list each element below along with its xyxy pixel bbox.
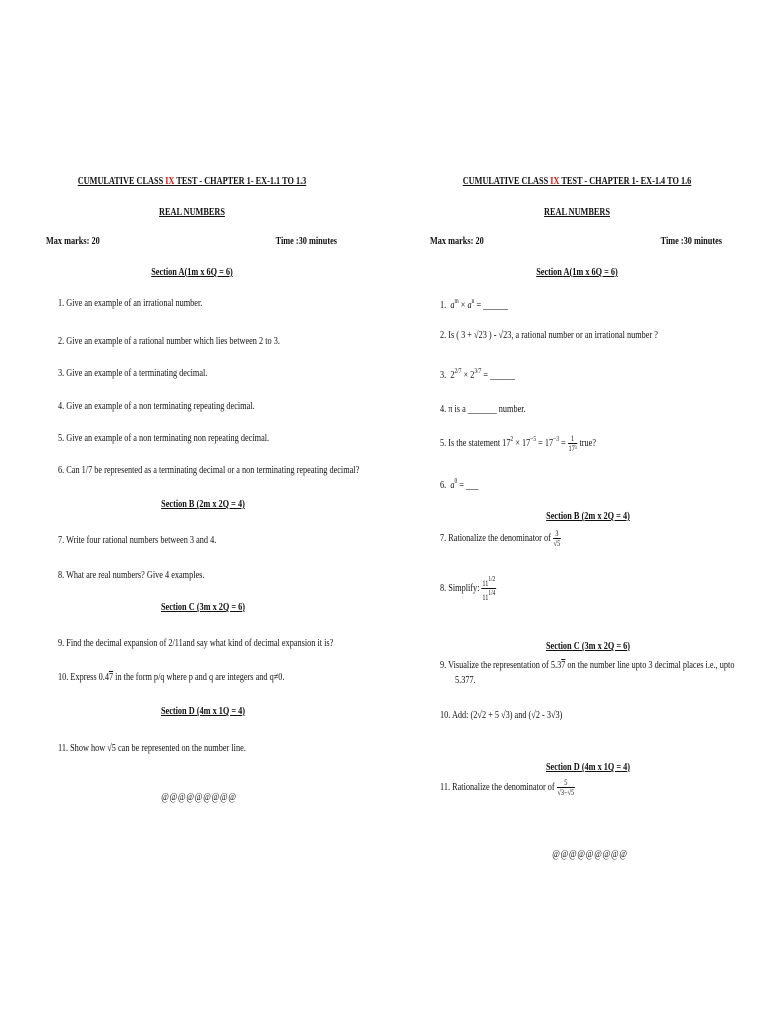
fraction: $\frac{3}{√5}$ — [553, 529, 561, 548]
left-max-marks: Max marks: 20 — [46, 236, 100, 247]
right-question-4: 4. π is a _______ number. — [440, 404, 526, 415]
left-time: Time :30 minutes — [275, 236, 337, 247]
left-section-b-heading: Section B (2m x 2Q = 4) — [161, 499, 245, 510]
right-section-a-heading: Section A(1m x 6Q = 6) — [536, 267, 618, 278]
right-question-9: 9. Visualize the representation of 5.37 on the number line upto 3 decimal places i.e., upto — [440, 660, 735, 671]
right-question-8: 8. Simplify: $\frac{11^{1/2}}{11^{1/4}}$ — [440, 575, 496, 602]
right-question-2: 2. Is ( 3 + √23 ) - √23, a rational number or an irrational number ? — [440, 330, 658, 341]
left-question-1: 1. Give an example of an irrational number. — [58, 298, 203, 309]
right-question-11: 11. Rationalize the denominator of $\frac{5}{√3-√5}$ — [440, 778, 575, 797]
left-question-9: 9. Find the decimal expansion of 2/11and say what kind of decimal expansion it is? — [58, 638, 334, 649]
right-question-3: 3. $2^{2/7} \times 2^{3/7}$ = ______ — [440, 367, 515, 381]
right-section-b-heading: Section B (2m x 2Q = 4) — [546, 511, 630, 522]
fraction: $\frac{5}{√3-√5}$ — [557, 778, 575, 797]
right-section-d-heading: Section D (4m x 1Q = 4) — [545, 762, 631, 773]
left-section-c-heading: Section C (3m x 2Q = 6) — [160, 602, 246, 613]
right-max-marks: Max marks: 20 — [430, 236, 484, 247]
right-question-7: 7. Rationalize the denominator of $\frac{3}{√5}$ — [440, 529, 561, 548]
left-title: CUMULATIVE CLASS IX TEST - CHAPTER 1- EX-1.1 TO 1.3 — [77, 176, 307, 187]
left-subject: REAL NUMBERS — [159, 207, 225, 218]
right-section-c-heading: Section C (3m x 2Q = 6) — [545, 641, 631, 652]
right-question-9-continued: 5.377. — [455, 675, 476, 686]
left-end-marker: @@@@@@@@@ — [161, 792, 237, 803]
right-title-class: IX — [550, 176, 560, 187]
recurring-digit: 7 — [561, 660, 566, 671]
left-question-10: 10. Express 0.47 in the form p/q where p and q are integers and q≠0. — [58, 672, 285, 683]
right-test-page — [385, 0, 770, 1024]
left-question-2: 2. Give an example of a rational number which lies between 2 to 3. — [58, 336, 280, 347]
left-section-a-heading: Section A(1m x 6Q = 6) — [151, 267, 233, 278]
right-title: CUMULATIVE CLASS IX TEST - CHAPTER 1- EX-1.4 TO 1.6 — [462, 176, 692, 187]
left-question-5: 5. Give an example of a non terminating non repeating decimal. — [58, 433, 270, 444]
left-question-6: 6. Can 1/7 be represented as a terminating decimal or a non terminating repeating decimal? — [58, 465, 360, 476]
fraction: $\frac{11^{1/2}}{11^{1/4}}$ — [482, 575, 496, 602]
fraction: $\frac{1}{\text{17³}}$ — [568, 434, 577, 453]
recurring-digit: 7 — [108, 672, 114, 683]
left-question-3: 3. Give an example of a terminating decimal. — [58, 368, 208, 379]
left-question-4: 4. Give an example of a non terminating repeating decimal. — [58, 401, 255, 412]
left-question-7: 7. Write four rational numbers between 3 and 4. — [58, 535, 217, 546]
left-title-class: IX — [165, 176, 175, 187]
right-time: Time :30 minutes — [660, 236, 722, 247]
right-end-marker: @@@@@@@@@ — [552, 849, 628, 860]
left-question-8: 8. What are real numbers? Give 4 examples. — [58, 570, 205, 581]
left-question-11: 11. Show how √5 can be represented on the number line. — [58, 743, 246, 754]
right-question-6: 6. $a^0$ = ___ — [440, 477, 479, 491]
right-question-1: 1. $a^m \times a^n$ = ______ — [440, 297, 508, 311]
right-question-5: 5. Is the statement $17^2 \times 17^{-5} = 17^{-3}$ = $\frac{1}{\text{17³}}$ true? — [440, 434, 596, 453]
right-subject: REAL NUMBERS — [544, 207, 610, 218]
right-question-10: 10. Add: (2√2 + 5 √3) and (√2 - 3√3) — [440, 710, 563, 721]
left-section-d-heading: Section D (4m x 1Q = 4) — [160, 706, 246, 717]
